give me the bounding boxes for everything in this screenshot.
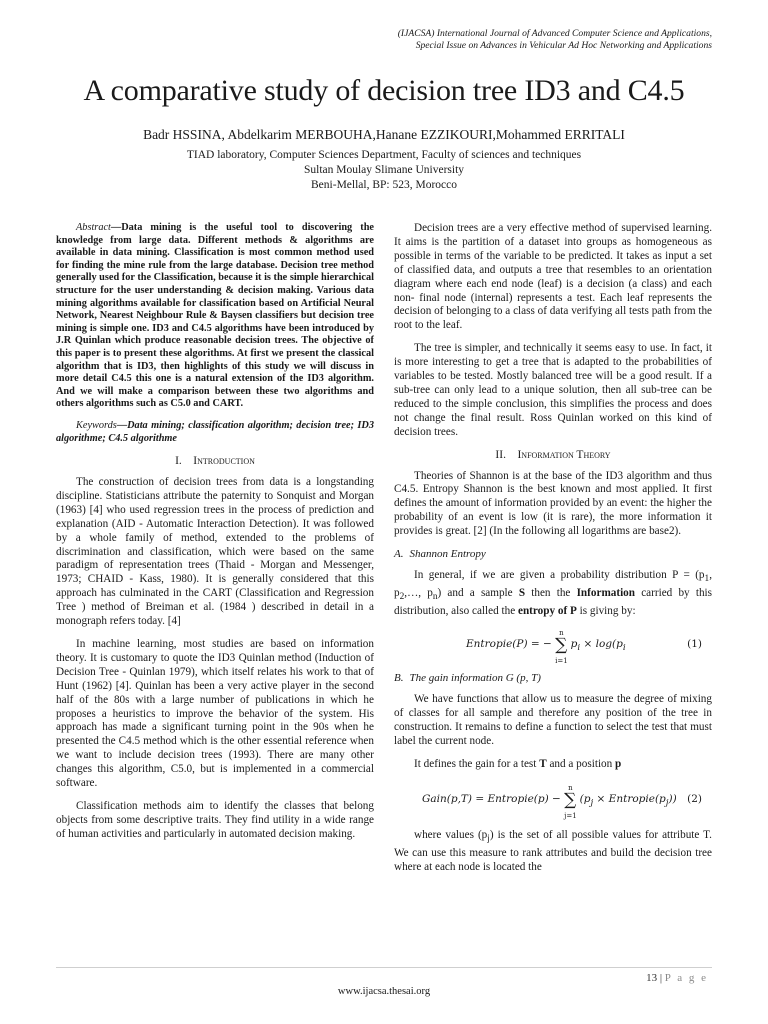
section-title: Introduction <box>193 455 255 468</box>
subsection-title: Shannon Entropy <box>409 548 486 561</box>
right-column <box>394 222 712 884</box>
journal-header <box>252 28 712 52</box>
affiliation <box>0 148 768 193</box>
section-heading-information-theory <box>394 449 712 463</box>
author-list: Badr HSSINA, Abdelkarim MERBOUHA,Hanane EZZIKOURI,Mohammed ERRITALI <box>143 127 625 142</box>
journal-header-line2: Special Issue on Advances in Vehicular Ad Hoc Networking and Applications <box>415 40 712 51</box>
section-number: I. <box>175 455 182 468</box>
journal-header-line1: (IJACSA) International Journal of Advanced Computer Science and Applications, <box>397 28 712 39</box>
subsection-heading-shannon <box>394 548 712 562</box>
affiliation-line3: Beni-Mellal, BP: 523, Morocco <box>311 179 457 191</box>
right-paragraph-1: Decision trees are a very effective method of supervised learning. It aims is the partition of a dataset into groups as homogeneous as possible in terms of the variable to be predicted. It takes as input a set of classified data, and outputs a tree that resembles to an orientation diagram where each end node (leaf) is a decision (a class) and each non- final node (internal) represents a test. Each leaf represents the decision of belonging to a class of data verifying all tests path from the root to the leaf. <box>394 222 712 332</box>
left-column <box>56 222 374 851</box>
equation-number: (2) <box>687 792 702 805</box>
gain-paragraph-3: where values $(p_j)$ is the set of all possible values for attribute T. We can use this measure to rank attributes and build the decision tree where at each node is located the <box>394 828 712 873</box>
page-word: P a g e <box>664 972 708 984</box>
gain-paragraph-2: It defines the gain for a test T and a position p <box>414 757 622 770</box>
info-paragraph: Theories of Shannon is at the base of the ID3 algorithm and thus C4.5. Entropy Shannon is the best known and most applied. It first defines the amount of information provided by an event: the higher the probability of an event is low (it is rare), the more information it provides is great. [2] (In the following all logarithms are base2). <box>394 469 712 538</box>
subsection-label: A. <box>394 548 404 561</box>
page-number-value: 13 | <box>646 972 663 984</box>
paper-title: A comparative study of decision tree ID3 and C4.5 <box>83 74 685 107</box>
footer-divider <box>56 967 712 968</box>
affiliation-line1: TIAD laboratory, Computer Sciences Department, Faculty of sciences and techniques <box>186 149 582 161</box>
keywords-body: —Data mining; classification algorithm; decision tree; ID3 algorithme; C4.5 algorithme <box>56 419 374 444</box>
gain-paragraph-1: We have functions that allow us to measure the degree of mixing of classes for all sample and therefore any position of the tree in construction. It remains to define a function to select the test that must label the current node. <box>394 693 712 747</box>
subsection-heading-gain <box>394 672 712 686</box>
subsection-title: The gain information G (p, T) <box>409 672 541 685</box>
section-number: II. <box>495 448 506 461</box>
section-heading-introduction <box>56 455 374 469</box>
right-paragraph-2: The tree is simpler, and technically it seems easy to use. In fact, it is more interesting to get a tree that is adapted to the probabilities of variables to be tested. Mostly balanced tree will be a good result. If a sub-tree can only lead to a unique solution, then all sub-tree can be reduced to the simple conclusion, this simplifies the process and does not change the final result. Ross Quinlan worked on this kind of decision trees. <box>394 342 712 438</box>
intro-paragraph-3: Classification methods aim to identify the classes that belong objects from some descriptive traits. They find utility in a wide range of human activities and particularly in automated decision making. <box>56 799 374 840</box>
affiliation-line2: Sultan Moulay Slimane University <box>303 164 465 176</box>
equation-2: Gain(p,T) = Entropie(p) − ∑ n j=1 ($p_j$ × $Entropie(p_j)$) (2) <box>422 783 702 820</box>
sigma-symbol: ∑ n j=1 <box>564 783 577 820</box>
page-number <box>646 972 708 984</box>
subsection-label: B. <box>394 672 404 685</box>
journal-url[interactable]: www.ijacsa.thesai.org <box>337 986 431 997</box>
keywords-label: Keywords <box>76 419 117 431</box>
keywords <box>56 420 374 445</box>
equation-number: (1) <box>687 638 702 651</box>
intro-paragraph-1: The construction of decision trees from data is a longstanding discipline. Statisticians attribute the paternity to Sonquist and Morgan (1963) [4] who used regression trees in the process of prediction and explanation (AID - Automatic Interaction Detection). It was followed by a whole family of method, extended to the problems of discrimination and classification, which were based on the same paradigm of representation trees (Thaid - Morgan and Messenger, 1973; CHAID - Kass, 1980). It is generally considered that this approach has culminated in the CART (Classification and Regression Tree ) method of Breiman et al. (1984 ) described in detail in a monograph refers today. [4] <box>56 476 374 628</box>
shannon-paragraph: In general, if we are given a probability distribution $P = (p_1$, $p_2,\dots$, $p_n$) and a sample S then the Information carried by this distribution, also called the entropy of P is giving by: <box>394 568 712 618</box>
section-title: Information Theory <box>517 448 611 461</box>
equation-1: Entropie(P) = − ∑ n i=1 $p_i \times \log(p_i$ (1) <box>466 629 702 666</box>
intro-paragraph-2: In machine learning, most studies are based on information theory. It is customary to quote the ID3 Quinlan method (Induction of Decision Tree - Quinlan 1979), which itself relates his work to that of Hunt (1962) [4]. Quinlan has been a very active player in the second half of the 80s with a large number of publications in which he proposes a heuristics to improve the behavior of the system. His approach has made a significant turning point in the 90s when he presented the C4.5 method which is the other essential reference when we want to include decision trees (1993). There are many other changes this algorithm, C5.0, but is implemented in a commercial software. <box>56 637 374 790</box>
abstract <box>56 222 374 411</box>
sigma-symbol: ∑ n i=1 <box>555 629 568 666</box>
abstract-body: —Data mining is the useful tool to discovering the knowledge from large data. Different methods & algorithms are available in data mining. Classification is most common method used for finding the mine rule from the large database. Decision tree method generally used for the Classification, because it is the simple hierarchical structure for the user understanding & decision making. Various data mining algorithms available for classification based on Artificial Neural Network, Nearest Neighbour Rule & Baysen classifiers but decision tree mining is simple one. ID3 and C4.5 algorithms have been introduced by J.R Quinlan which produce reasonable decision trees. The objective of this paper is to present these algorithms. At first we present the classical algorithm that is ID3, then highlights of this study we will discuss in more detail C4.5 this one is a natural extension of the ID3 algorithm. And we will make a comparison between these two algorithms and others algorithms such as C5.0 and CART. <box>56 222 374 410</box>
abstract-label: Abstract <box>76 222 111 233</box>
